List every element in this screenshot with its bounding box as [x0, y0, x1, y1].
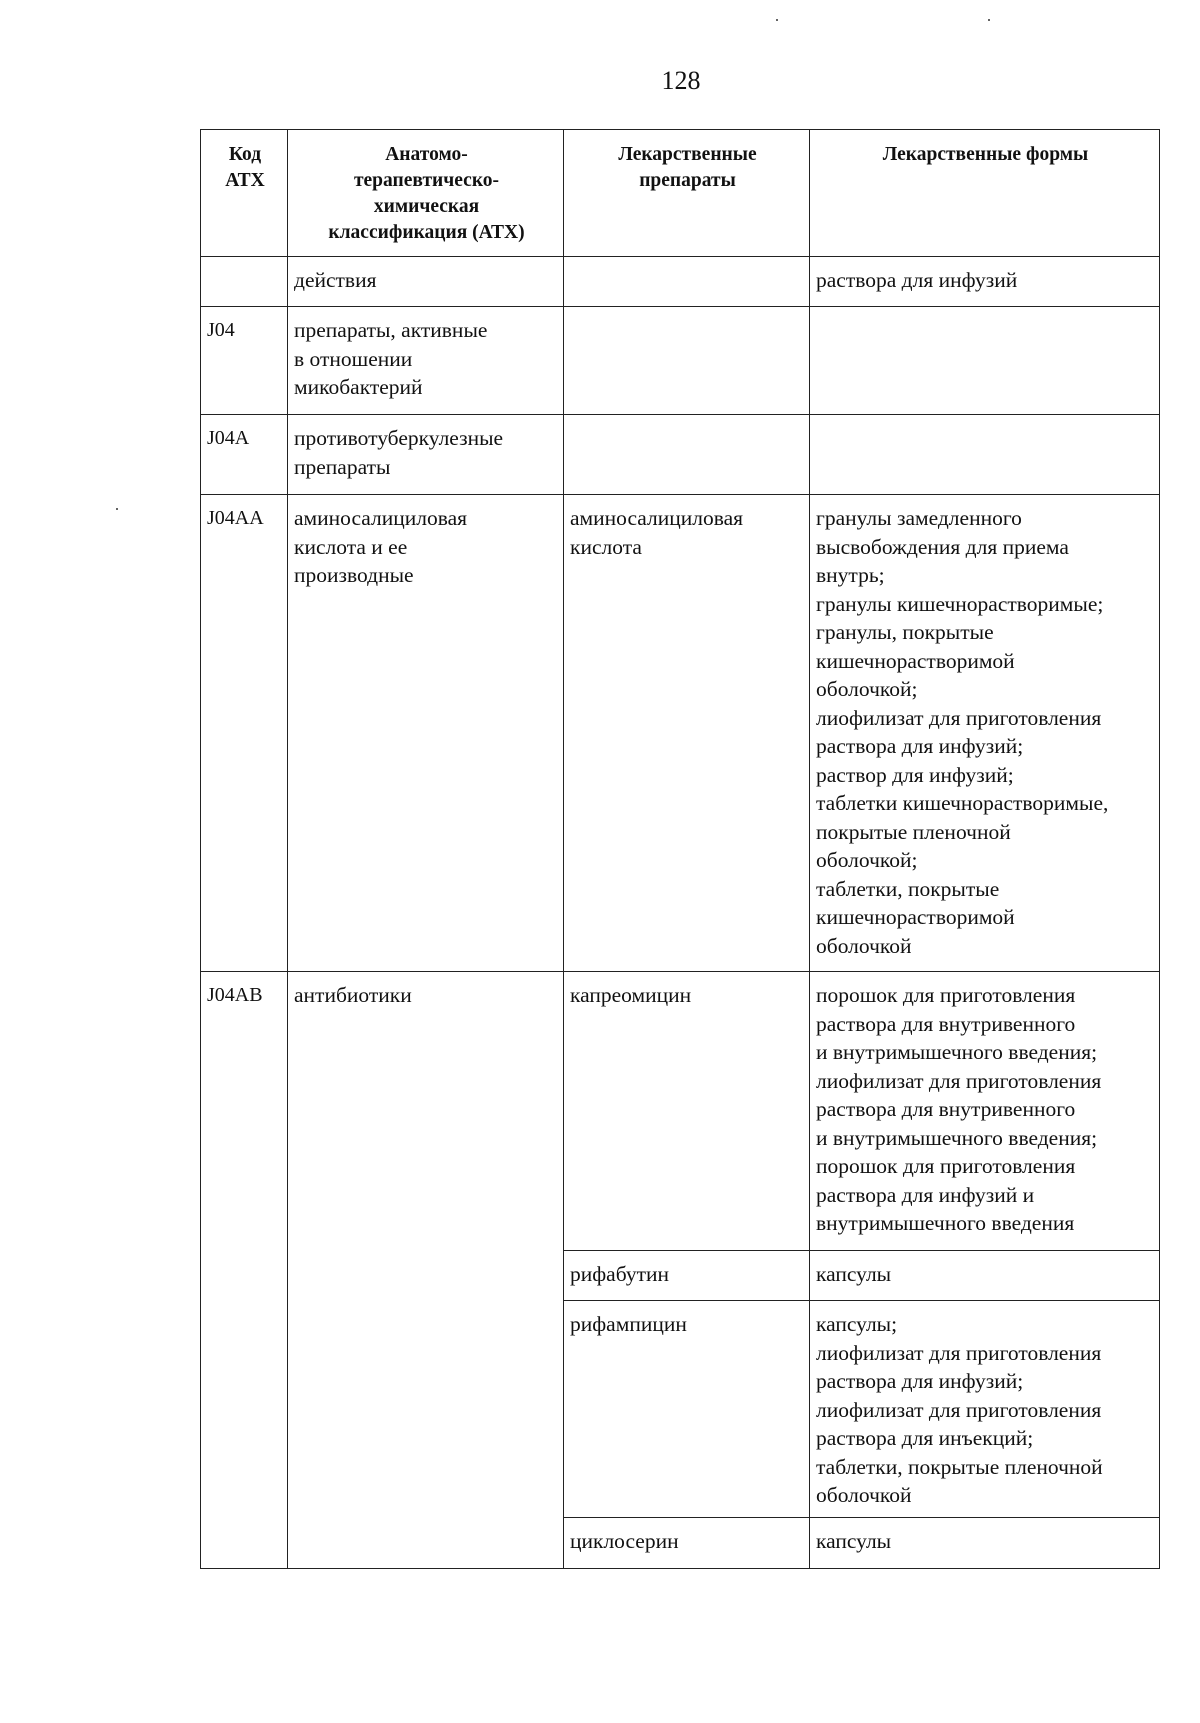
drug-cell	[564, 307, 810, 415]
code-cell: J04A	[201, 415, 288, 495]
forms-cell	[810, 307, 1160, 415]
drug-cell: рифампицин	[564, 1301, 810, 1518]
forms-cell: капсулы	[810, 1518, 1160, 1569]
code-cell: J04AA	[201, 495, 288, 972]
table-row	[201, 415, 1160, 495]
header-drugs: Лекарственные препараты	[564, 130, 810, 257]
header-code: Код АТХ	[201, 130, 288, 257]
forms-cell	[810, 415, 1160, 495]
forms-cell: порошок для приготовления раствора для внутривенного и внутримышечного введения; лиофилизат для приготовления раствора для внутривенного и внутримышечного введения; порошок для приготовления раствора для инфузий и внутримышечного введения	[810, 972, 1160, 1251]
table-row	[201, 495, 1160, 972]
table-header-row	[201, 130, 1160, 257]
forms-cell: гранулы замедленного высвобождения для приема внутрь; гранулы кишечнорастворимые; гранулы, покрытые кишечнорастворимой оболочкой; лиофилизат для приготовления раствора для инфузий; раствор для инфузий; таблетки кишечнорастворимые, покрытые пленочной оболочкой; таблетки, покрытые кишечнорастворимой оболочкой	[810, 495, 1160, 972]
classification-cell: антибиотики	[288, 972, 564, 1569]
scan-speck	[116, 508, 118, 510]
forms-cell: капсулы	[810, 1251, 1160, 1301]
header-classification: Анатомо- терапевтическо- химическая классификация (АТХ)	[288, 130, 564, 257]
code-cell: J04	[201, 307, 288, 415]
drug-cell	[564, 415, 810, 495]
drug-cell	[564, 257, 810, 307]
code-cell: J04AB	[201, 972, 288, 1569]
classification-cell: действия	[288, 257, 564, 307]
code-cell	[201, 257, 288, 307]
drug-cell: рифабутин	[564, 1251, 810, 1301]
drug-cell: аминосалициловая кислота	[564, 495, 810, 972]
drug-cell: капреомицин	[564, 972, 810, 1251]
table-row	[201, 972, 1160, 1251]
table-row	[201, 257, 1160, 307]
classification-cell: препараты, активные в отношении микобактерий	[288, 307, 564, 415]
header-forms: Лекарственные формы	[810, 130, 1160, 257]
scan-speck	[776, 19, 778, 21]
classification-cell: аминосалициловая кислота и ее производные	[288, 495, 564, 972]
classification-cell: противотуберкулезные препараты	[288, 415, 564, 495]
table-row	[201, 307, 1160, 415]
atx-table	[200, 129, 1160, 1569]
page-number: 128	[661, 66, 701, 95]
forms-cell: раствора для инфузий	[810, 257, 1160, 307]
forms-cell: капсулы; лиофилизат для приготовления раствора для инфузий; лиофилизат для приготовления раствора для инъекций; таблетки, покрытые пленочной оболочкой	[810, 1301, 1160, 1518]
drug-cell: циклосерин	[564, 1518, 810, 1569]
scan-speck	[988, 19, 990, 21]
